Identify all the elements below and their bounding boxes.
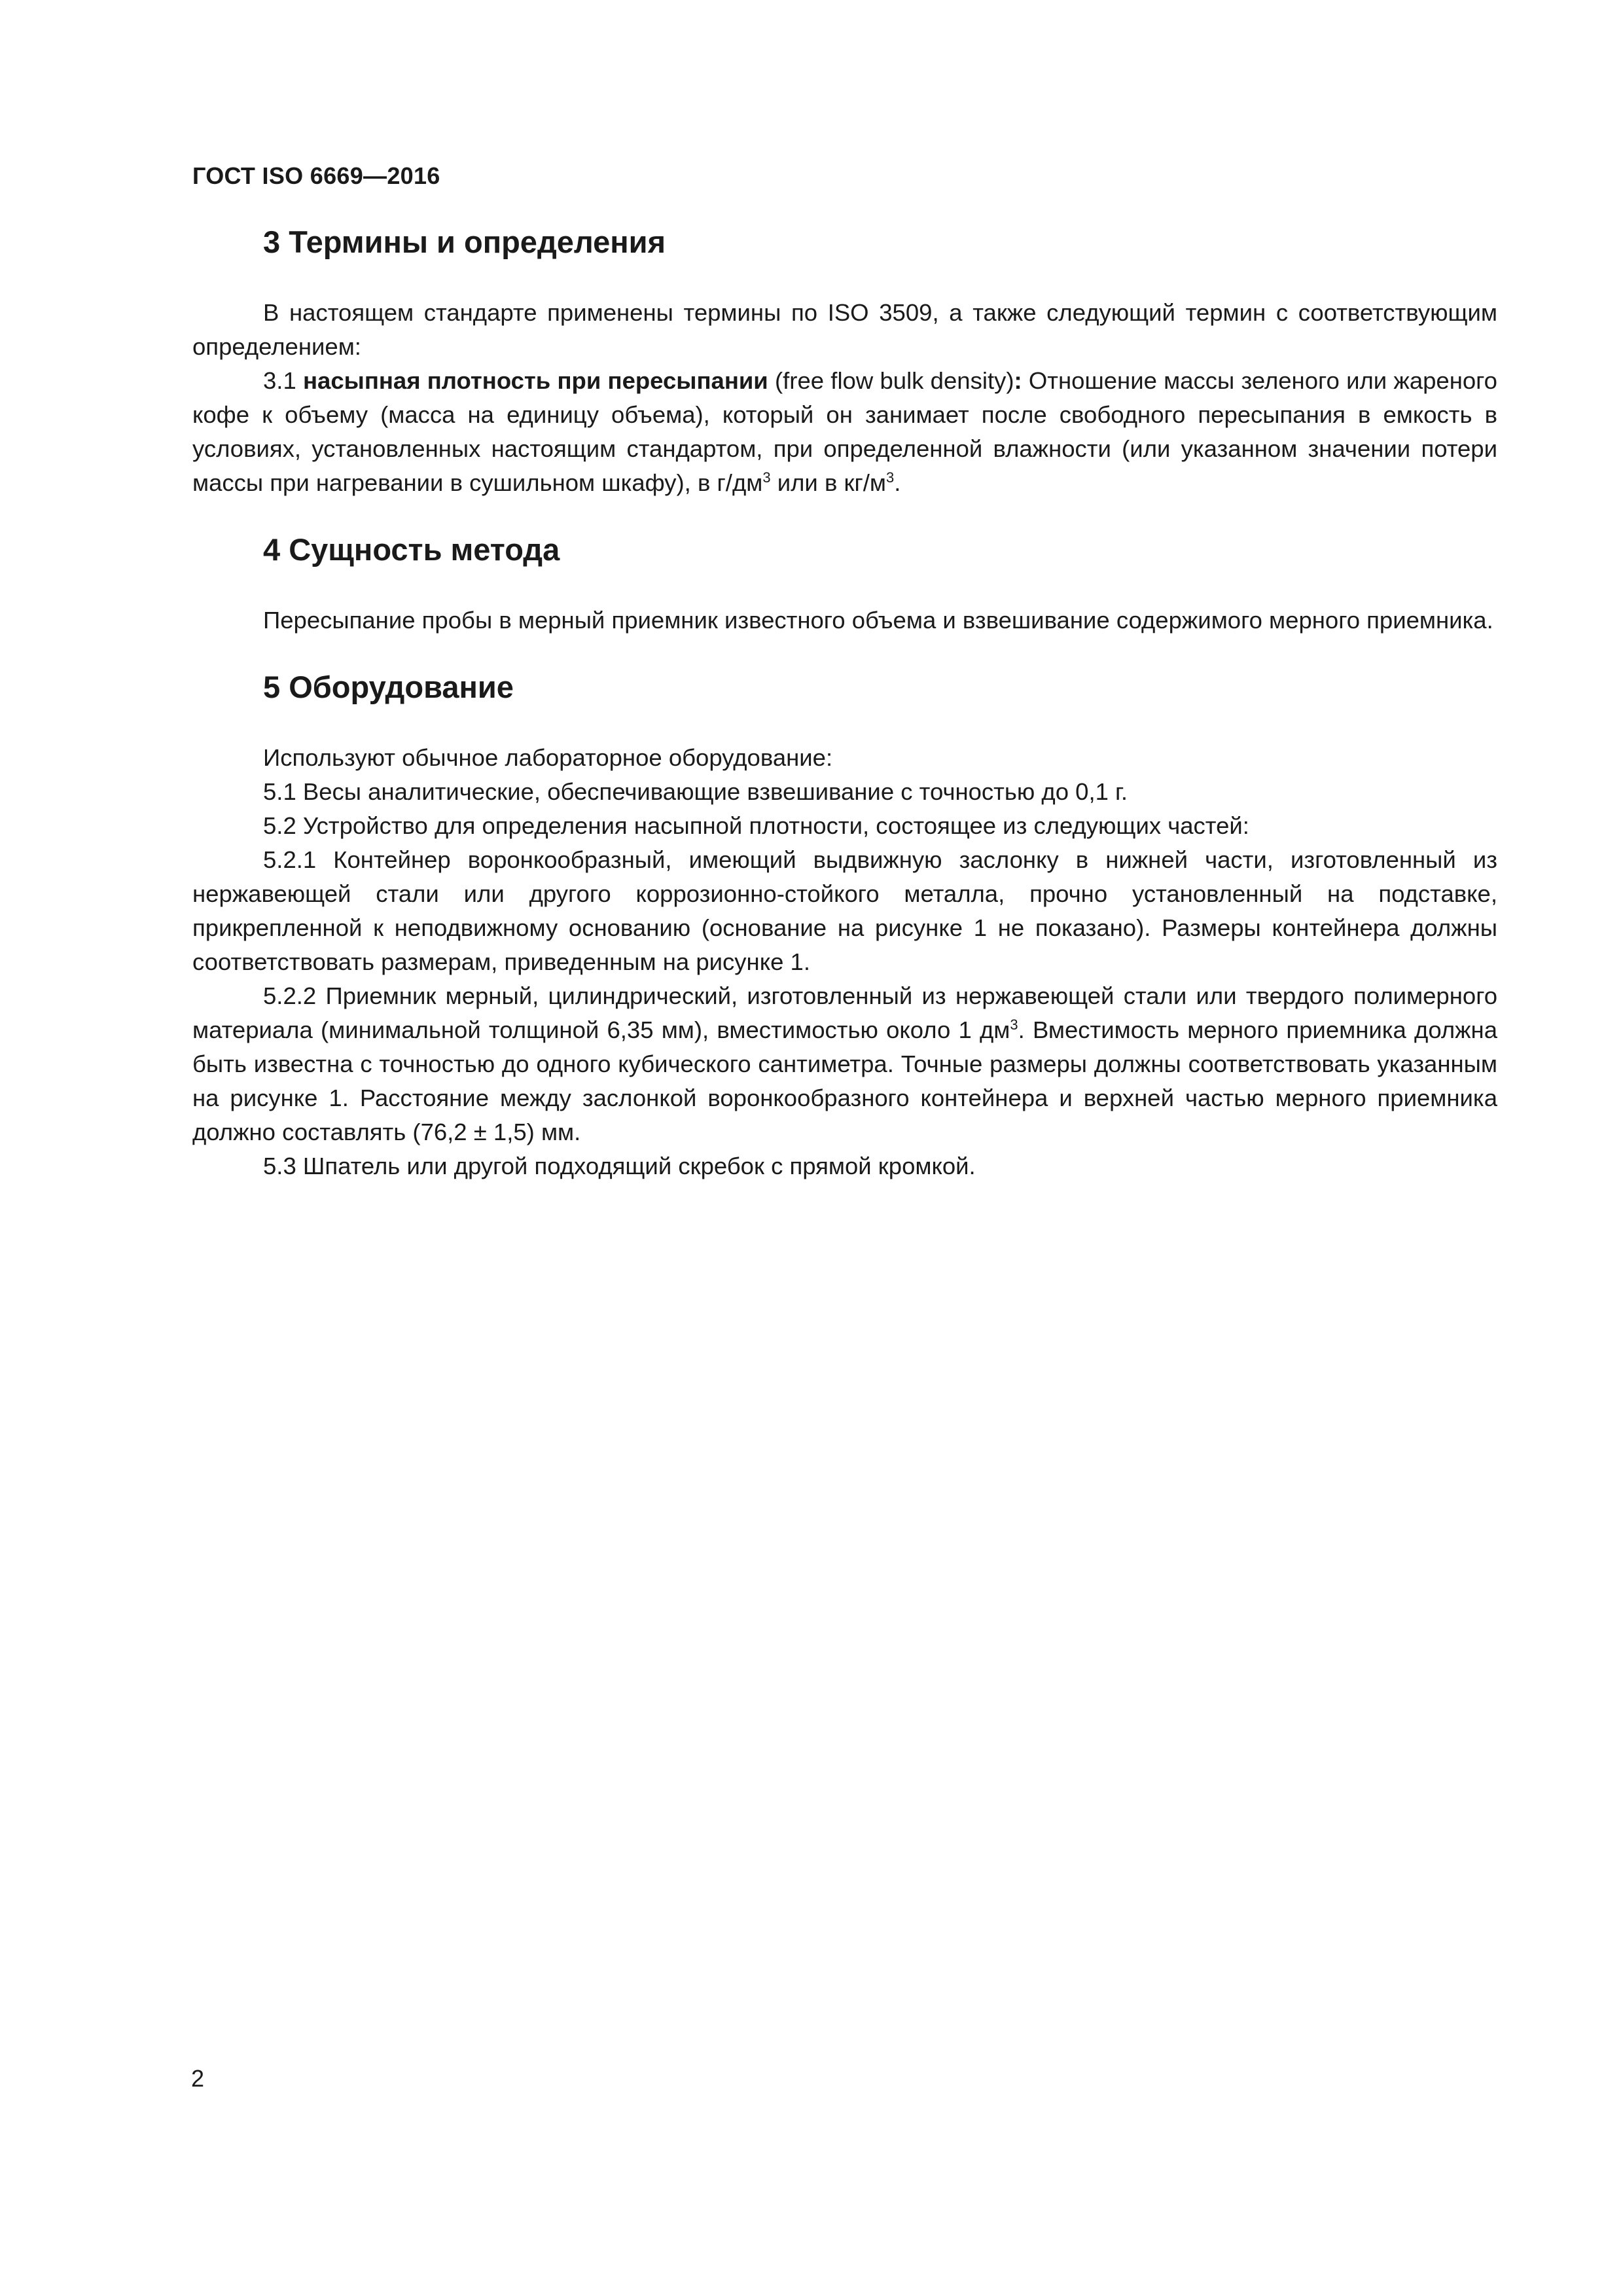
section-4-heading: 4 Сущность метода	[263, 532, 560, 567]
spacer	[192, 262, 1497, 296]
superscript: 3	[762, 469, 771, 486]
section-3-heading: 3 Термины и определения	[263, 224, 666, 259]
page-number: 2	[191, 2065, 205, 2092]
term-colon: :	[1014, 367, 1022, 394]
section-4-text: Пересыпание пробы в мерный приемник известного объема и взвешивание содержимого мерного приемника.	[263, 607, 1493, 634]
spacer	[192, 707, 1497, 741]
term-definition-end: .	[894, 469, 901, 496]
term-name: насыпная плотность при пересыпании	[303, 367, 768, 394]
spacer	[192, 500, 1497, 530]
document-body	[192, 223, 1497, 1183]
clause-5-2-2-text-b: . Вместимость мерного приемника должна быть известна с точностью до одного кубического сантиметра. Точные размеры должны соответствовать указанным на рисунке 1. Расстояние между заслонкой воронкообразного контейнера и верхней частью мерного приемника должно составлять (76,2 ± 1,5) мм.	[192, 1016, 1497, 1145]
section-3-intro: В настоящем стандарте применены термины по ISO 3509, а также следующий термин с соответствующим определением:	[192, 299, 1497, 360]
superscript: 3	[1010, 1016, 1018, 1033]
section-5-heading: 5 Оборудование	[263, 670, 514, 704]
section-5-intro: Используют обычное лабораторное оборудование:	[263, 744, 833, 771]
term-3-1-paragraph	[192, 364, 1497, 500]
superscript: 3	[886, 469, 895, 486]
clause-5-2: 5.2 Устройство для определения насыпной плотности, состоящее из следующих частей:	[263, 812, 1249, 839]
spacer	[192, 637, 1497, 668]
document-code-header: ГОСТ ISO 6669—2016	[192, 162, 440, 189]
clause-5-1: 5.1 Весы аналитические, обеспечивающие взвешивание с точностью до 0,1 г.	[263, 778, 1128, 805]
clause-5-2-2	[192, 979, 1497, 1149]
term-english: (free flow bulk density)	[768, 367, 1014, 394]
term-number: 3.1	[263, 367, 303, 394]
term-definition-mid: или в кг/м	[770, 469, 886, 496]
clause-5-2-1: 5.2.1 Контейнер воронкообразный, имеющий выдвижную заслонку в нижней части, изготовленный из нержавеющей стали или другого коррозионно-стойкого металла, прочно установленный на подставке, прикрепленной к неподвижному основанию (основание на рисунке 1 не показано). Размеры контейнера должны соответствовать размерам, приведенным на рисунке 1.	[192, 846, 1497, 975]
clause-5-2-2-text-a: 5.2.2 Приемник мерный, цилиндрический, изготовленный из нержавеющей стали или твердого полимерного материала (минимальной толщиной 6,35 мм), вместимостью около 1 дм	[192, 982, 1497, 1043]
spacer	[192, 569, 1497, 603]
term-definition: Отношение массы зеленого или жареного кофе к объему (масса на единицу объема), который он занимает после свободного пересыпания в емкость в условиях, установленных настоящим стандартом, при определенной влажности (или указанном значении потери массы при нагревании в сушильном шкафу), в г/дм	[192, 367, 1497, 496]
clause-5-3: 5.3 Шпатель или другой подходящий скребок с прямой кромкой.	[263, 1153, 976, 1179]
